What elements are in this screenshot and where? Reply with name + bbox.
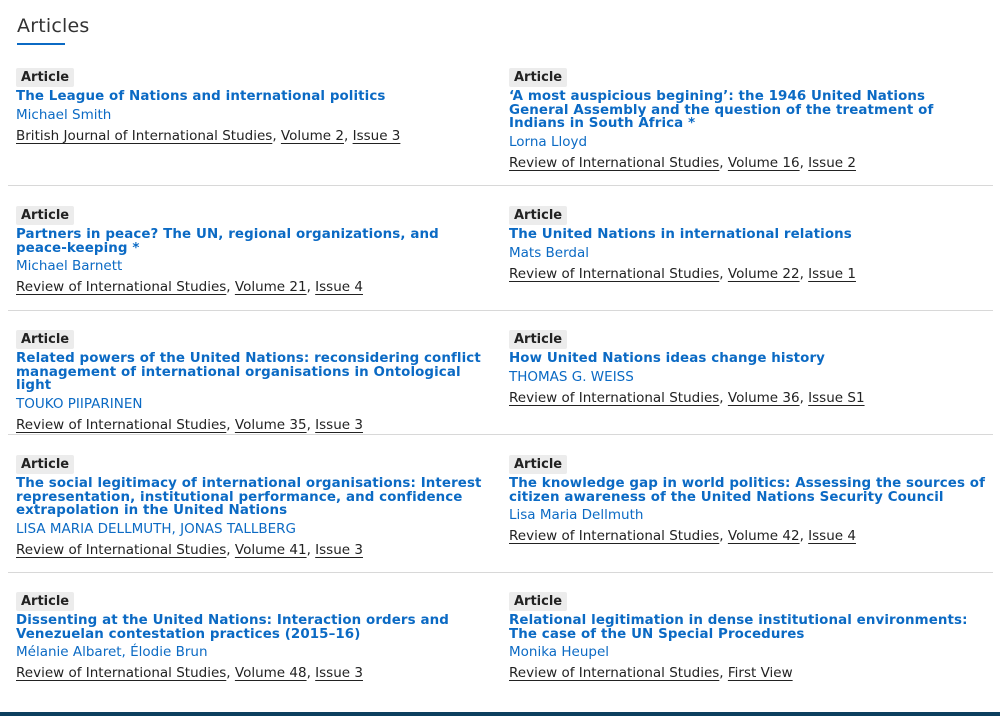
volume-link[interactable]: Volume 35 (234, 416, 307, 433)
article-row (8, 590, 993, 695)
article-title-link[interactable]: The League of Nations and international politics (16, 89, 386, 104)
footer-bar (0, 712, 1000, 716)
issue-link[interactable]: Issue S1 (808, 389, 865, 406)
journal-link[interactable]: Review of International Studies (16, 665, 227, 681)
article-type-badge: Article (509, 330, 567, 349)
article-card (509, 590, 987, 683)
article-title-link[interactable]: Dissenting at the United Nations: Interaction orders and Venezuelan contestation practices (2015–16) (16, 613, 449, 642)
source-separator: , (799, 154, 809, 171)
article-type-badge: Article (16, 68, 74, 87)
volume-link[interactable]: Volume 48 (234, 665, 307, 681)
journal-link[interactable]: Review of International Studies (16, 541, 227, 558)
article-type-badge: Article (509, 206, 567, 225)
article-row (8, 328, 993, 435)
article-source (16, 663, 486, 683)
issue-link[interactable]: Issue 3 (315, 416, 363, 433)
article-title-link[interactable]: The knowledge gap in world politics: Assessing the sources of citizen awareness of the United Nations Security Council (509, 476, 986, 505)
issue-link[interactable]: Issue 3 (352, 127, 401, 144)
source-separator: , (226, 541, 235, 558)
issue-link[interactable]: Issue 4 (808, 528, 856, 544)
article-card (509, 328, 987, 408)
article-card (16, 453, 486, 560)
article-authors: Mats Berdal (509, 244, 590, 261)
article-card (509, 204, 987, 284)
journal-link[interactable]: Review of International Studies (509, 665, 720, 681)
source-separator: , (719, 154, 728, 171)
article-type-badge: Article (16, 206, 74, 225)
article-title-link[interactable]: How United Nations ideas change history (509, 351, 825, 366)
article-type-badge: Article (16, 330, 74, 349)
article-type-badge: Article (509, 455, 567, 474)
journal-link[interactable]: Review of International Studies (509, 265, 720, 282)
source-separator: , (799, 389, 809, 406)
source-separator: , (226, 416, 235, 433)
article-source (509, 526, 987, 546)
source-separator: , (226, 279, 235, 295)
source-separator: , (719, 528, 728, 544)
article-card (16, 66, 486, 146)
article-source (16, 277, 486, 297)
section-title: Articles (17, 15, 90, 37)
source-separator: , (306, 416, 316, 433)
article-source (16, 126, 486, 146)
article-source (509, 153, 987, 173)
volume-link[interactable]: First View (727, 665, 793, 681)
source-separator: , (272, 127, 281, 144)
article-title-link[interactable]: Partners in peace? The UN, regional organizations, and peace-keeping * (16, 227, 439, 256)
article-type-badge: Article (16, 455, 74, 474)
journal-link[interactable]: Review of International Studies (16, 416, 227, 433)
article-source (16, 540, 486, 560)
source-separator: , (306, 541, 316, 558)
article-card (16, 204, 486, 297)
issue-link[interactable]: Issue 3 (315, 541, 363, 558)
issue-link[interactable]: Issue 1 (808, 265, 856, 282)
article-row (8, 204, 993, 311)
source-separator: , (344, 127, 353, 144)
article-source (509, 388, 987, 408)
article-title-link[interactable]: The United Nations in international relations (509, 227, 852, 242)
article-source (16, 415, 486, 435)
volume-link[interactable]: Volume 36 (727, 389, 800, 406)
article-row (8, 453, 993, 573)
article-authors: Lorna Lloyd (509, 133, 588, 150)
title-underline (17, 43, 65, 45)
volume-link[interactable]: Volume 21 (234, 279, 307, 295)
journal-link[interactable]: Review of International Studies (509, 154, 720, 171)
article-title-link[interactable]: ‘A most auspicious begining’: the 1946 United Nations General Assembly and the question of the treatment of Indians in South Africa * (509, 89, 934, 131)
volume-link[interactable]: Volume 22 (727, 265, 800, 282)
article-authors: Michael Smith (16, 106, 112, 123)
article-type-badge: Article (509, 592, 567, 611)
section-header (17, 14, 89, 45)
article-card (509, 66, 987, 173)
article-authors: Lisa Maria Dellmuth (509, 507, 644, 523)
article-authors: Mélanie Albaret, Élodie Brun (16, 644, 208, 660)
article-card (16, 590, 486, 683)
article-authors: THOMAS G. WEISS (509, 368, 634, 385)
article-card (509, 453, 987, 546)
source-separator: , (799, 265, 809, 282)
article-source (509, 663, 987, 683)
journal-link[interactable]: Review of International Studies (509, 528, 720, 544)
journal-link[interactable]: Review of International Studies (509, 389, 720, 406)
source-separator: , (306, 279, 316, 295)
source-separator: , (719, 665, 728, 681)
article-authors: TOUKO PIIPARINEN (16, 395, 143, 412)
volume-link[interactable]: Volume 2 (280, 127, 344, 144)
source-separator: , (799, 528, 809, 544)
article-row (8, 66, 993, 186)
volume-link[interactable]: Volume 41 (234, 541, 307, 558)
issue-link[interactable]: Issue 2 (808, 154, 856, 171)
article-type-badge: Article (16, 592, 74, 611)
article-authors: Monika Heupel (509, 644, 609, 660)
article-title-link[interactable]: Related powers of the United Nations: reconsidering conflict management of international organisations in Ontological light (16, 351, 481, 393)
source-separator: , (226, 665, 235, 681)
source-separator: , (306, 665, 316, 681)
source-separator: , (719, 265, 728, 282)
journal-link[interactable]: British Journal of International Studies (16, 127, 273, 144)
issue-link[interactable]: Issue 3 (315, 665, 363, 681)
journal-link[interactable]: Review of International Studies (16, 279, 227, 295)
article-authors: Michael Barnett (16, 258, 123, 274)
article-card (16, 328, 486, 435)
article-type-badge: Article (509, 68, 567, 87)
article-title-link[interactable]: Relational legitimation in dense institutional environments: The case of the UN Special Procedures (509, 613, 968, 642)
article-title-link[interactable]: The social legitimacy of international organisations: Interest representation, institutional performance, and confidence extrapolation in the United Nations (16, 476, 482, 518)
volume-link[interactable]: Volume 16 (727, 154, 800, 171)
issue-link[interactable]: Issue 4 (315, 279, 363, 295)
article-authors: LISA MARIA DELLMUTH, JONAS TALLBERG (16, 520, 297, 537)
source-separator: , (719, 389, 728, 406)
volume-link[interactable]: Volume 42 (727, 528, 800, 544)
article-source (509, 264, 987, 284)
